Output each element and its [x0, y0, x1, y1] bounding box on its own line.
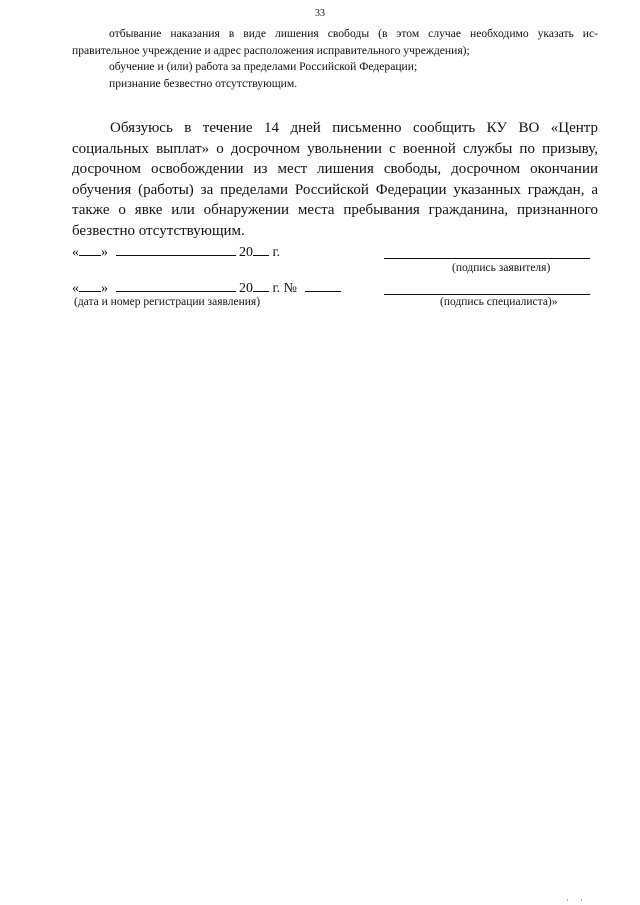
- year-suffix: г.: [272, 245, 281, 260]
- date-close-quote-2: »: [101, 281, 108, 296]
- list-item-imprisonment-line2: правительное учреждение и адрес расположения исправительного учреждения);: [72, 43, 470, 57]
- applicant-date-row: [72, 243, 280, 261]
- year-blank: [253, 243, 269, 256]
- day-blank: [79, 243, 101, 256]
- date-close-quote: »: [101, 245, 108, 260]
- year-prefix-2: 20: [239, 281, 253, 296]
- list-items: [72, 26, 598, 92]
- month-blank: [116, 243, 236, 256]
- registration-caption: (дата и номер регистрации заявления): [74, 296, 261, 308]
- year-prefix: 20: [239, 245, 253, 260]
- registration-date-row: [72, 279, 341, 297]
- specialist-signature-line: [384, 294, 590, 295]
- registration-number-blank: [305, 279, 341, 292]
- year-suffix-2: г.: [272, 281, 281, 296]
- month-blank-2: [116, 279, 236, 292]
- applicant-signature-line: [384, 258, 590, 259]
- date-open-quote-2: «: [72, 281, 79, 296]
- list-item-study-abroad: обучение и (или) работа за пределами Российской Федерации;: [109, 60, 418, 73]
- scan-mark-2: ·: [580, 895, 583, 905]
- list-item-missing-person: признание безвестно отсутствующим.: [109, 76, 298, 90]
- page-number: 33: [315, 8, 325, 19]
- obligation-paragraph: Обязуюсь в течение 14 дней письменно сообщить КУ ВО «Центр социальных выплат» о досрочном увольнении с военной службы по призыву, досрочном освобождении из мест лишения свободы, досрочном окончании обучения (работы) за пределами Российской Федерации указанных граждан, а также о явке или обнаружении места пребывания гражданина, признанного безвестно отсутствующим.: [72, 120, 598, 239]
- specialist-signature-caption: (подпись специалиста)»: [440, 296, 558, 308]
- date-open-quote: «: [72, 245, 79, 260]
- day-blank-2: [79, 279, 101, 292]
- applicant-signature-caption: (подпись заявителя): [452, 262, 551, 274]
- list-item-imprisonment-line1: отбывание наказания в виде лишения свободы (в этом случае необходимо указать ис-: [109, 27, 598, 40]
- scan-mark: ·: [566, 895, 569, 905]
- year-blank-2: [253, 279, 269, 292]
- number-sign: №: [283, 281, 298, 296]
